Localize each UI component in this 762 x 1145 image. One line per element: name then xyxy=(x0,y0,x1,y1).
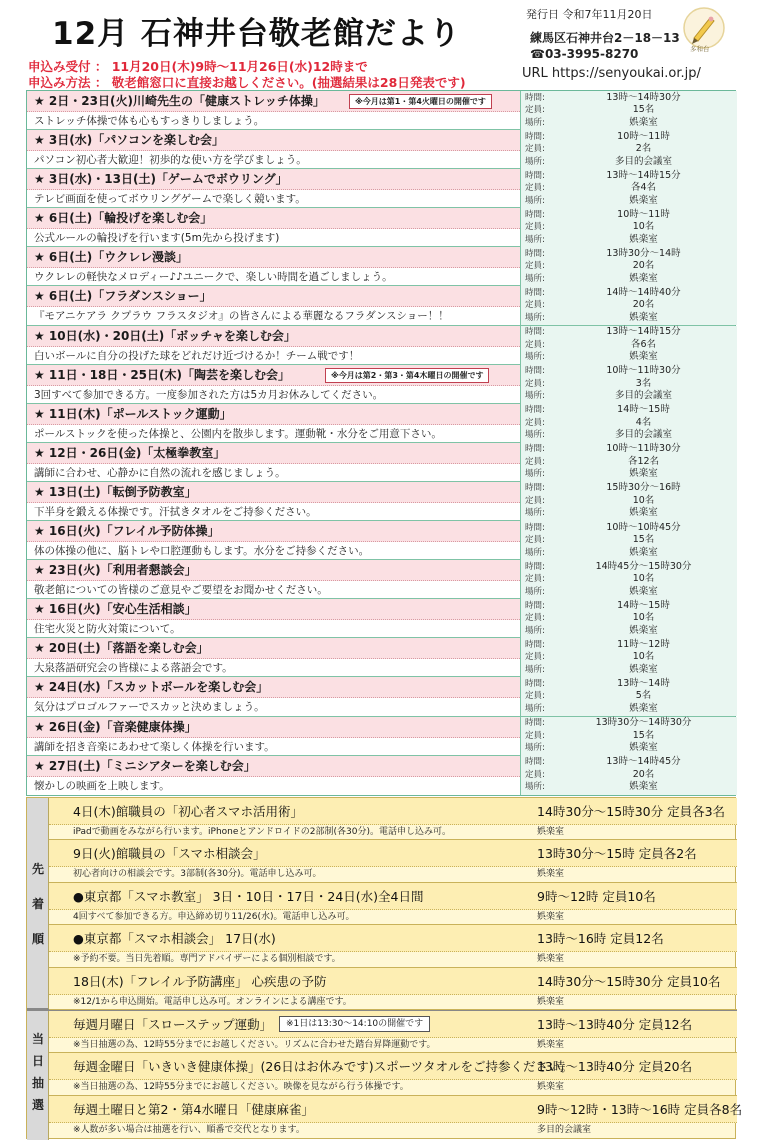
time-label: 時間: xyxy=(525,366,545,377)
event-place: 娯楽室 xyxy=(629,468,658,480)
place-label: 場所: xyxy=(525,430,545,441)
reservation-description: ※人数が多い場合は抽選を行い、順番で交代となります。 xyxy=(73,1124,305,1135)
reservation-place: 娯楽室 xyxy=(537,1082,565,1093)
place-label: 場所: xyxy=(525,117,545,128)
place-label: 場所: xyxy=(525,586,545,597)
event-time: 11時～12時 xyxy=(617,638,670,650)
website-url: URL https://senyoukai.or.jp/ xyxy=(522,66,701,81)
reservation-place: 多目的会議室 xyxy=(537,1124,592,1135)
event-place: 娯楽室 xyxy=(629,546,658,558)
event-description: 公式ルールの輪投げを行います(5m先から投げます) xyxy=(34,232,280,245)
event-capacity: 20名 xyxy=(632,260,655,272)
reservation-item xyxy=(49,883,737,925)
event-title: ★ 11日・18日・25日(木)「陶芸を楽しむ会」 xyxy=(27,365,520,386)
event-row xyxy=(27,130,735,169)
event-details xyxy=(520,130,737,169)
event-title: ★ 12日・26日(金)「太極拳教室」 xyxy=(27,443,520,464)
event-place: 娯楽室 xyxy=(629,351,658,363)
event-note: ※今月は第1・第4火曜日の開催です xyxy=(349,94,492,109)
event-details xyxy=(520,365,737,404)
event-details xyxy=(520,404,737,443)
reservation-place: 娯楽室 xyxy=(537,911,565,922)
issue-date: 令和7年11月20日 xyxy=(562,8,653,21)
event-title: ★ 2日・23日(火)川崎先生の「健康ストレッチ体操」 xyxy=(27,91,520,112)
event-place: 娯楽室 xyxy=(629,742,658,753)
event-description: 3回すべて参加できる方。一度参加された方は5カ月お休みしてください。 xyxy=(34,388,384,401)
event-description: 住宅火災と防火対策について。 xyxy=(34,623,181,636)
place-label: 場所: xyxy=(525,312,545,323)
event-details xyxy=(520,638,737,677)
event-row xyxy=(27,560,735,599)
time-label: 時間: xyxy=(525,757,545,768)
event-time: 14時45分～15時30分 xyxy=(595,560,692,572)
issue-date-line xyxy=(526,6,653,22)
event-place: 娯楽室 xyxy=(629,194,658,206)
reservation-title: 毎週金曜日「いきいき健康体操」(26日はお休みです)スポーツタオルをご持参ください。 xyxy=(73,1059,574,1075)
event-time: 13時～14時45分 xyxy=(606,756,681,768)
place-label: 場所: xyxy=(525,352,545,363)
reservation-item xyxy=(49,798,737,840)
event-capacity: 10名 xyxy=(632,221,655,233)
event-title: ★ 3日(水)「パソコンを楽しむ会」 xyxy=(27,130,520,151)
first-come-label-column xyxy=(27,798,49,1010)
event-description: ストレッチ体操で体も心もすっきりしましょう。 xyxy=(34,115,265,127)
reservation-item xyxy=(49,968,737,1010)
reservation-item xyxy=(49,1011,737,1053)
time-label: 時間: xyxy=(525,600,545,611)
event-row xyxy=(27,599,735,638)
event-time: 14時～14時40分 xyxy=(606,286,681,298)
event-place: 多目的会議室 xyxy=(614,429,672,441)
event-capacity: 20名 xyxy=(632,768,655,780)
event-title: ★ 26日(金)「音楽健康体操」 xyxy=(27,717,520,738)
time-label: 時間: xyxy=(525,170,545,181)
event-title: ★ 20日(土)「落語を楽しむ会」 xyxy=(27,638,520,659)
reservation-title: 4日(木)館職員の「初心者スマホ活用術」 xyxy=(73,804,303,819)
reservation-place: 娯楽室 xyxy=(537,954,565,965)
event-time: 10時～10時45分 xyxy=(606,521,681,533)
event-place: 娯楽室 xyxy=(629,624,658,636)
event-capacity: 10名 xyxy=(632,612,655,624)
time-label: 時間: xyxy=(525,718,545,728)
event-row xyxy=(27,404,735,443)
event-place: 娯楽室 xyxy=(629,781,658,793)
event-capacity: 3名 xyxy=(635,377,652,389)
time-label: 時間: xyxy=(525,561,545,572)
reservation-title: ●東京都「スマホ教室」 3日・10日・17日・24日(水)全4日間 xyxy=(73,888,424,904)
capacity-label: 定員: xyxy=(525,574,545,585)
time-label: 時間: xyxy=(525,483,545,494)
event-row xyxy=(27,482,735,521)
reservation-place: 娯楽室 xyxy=(537,996,565,1007)
event-details xyxy=(520,169,737,208)
event-description: 気分はプロゴルファーでスカッと決めましょう。 xyxy=(34,701,265,714)
reservation-description: iPadで動画をみながら行います。iPhoneとアンドロイドの2部制(各30分)。電話申し込み可。 xyxy=(73,827,451,837)
event-title: ★ 16日(火)「フレイル予防体操」 xyxy=(27,521,520,542)
event-details xyxy=(520,560,737,599)
place-label: 場所: xyxy=(525,743,545,753)
event-row xyxy=(27,91,735,130)
event-description: 『モアニケアラ クプラウ フラスタジオ』の皆さんによる華麗なるフラダンスショー！！ xyxy=(34,310,449,323)
reservation-time: 14時30分～15時30分 定員各3名 xyxy=(537,804,726,819)
capacity-label: 定員: xyxy=(525,730,545,741)
event-description: 講師に合わせ、心静かに自然の流れを感じましょう。 xyxy=(34,466,286,479)
capacity-label: 定員: xyxy=(525,417,545,428)
event-row xyxy=(27,247,735,286)
reservation-main-line xyxy=(49,925,737,952)
phone-number: ☎03-3995-8270 xyxy=(530,47,639,61)
place-label: 場所: xyxy=(525,469,545,480)
reservation-main-line xyxy=(49,1053,737,1080)
reservation-main-line xyxy=(49,840,737,867)
event-time: 13時～14時 xyxy=(617,677,670,689)
capacity-label: 定員: xyxy=(525,183,545,194)
event-title: ★ 6日(土)「フラダンスショー」 xyxy=(27,286,520,307)
event-title: ★ 16日(火)「安心生活相談」 xyxy=(27,599,520,620)
event-place: 娯楽室 xyxy=(629,702,658,714)
first-come-label-char: 着 xyxy=(31,897,44,911)
event-row xyxy=(27,365,735,404)
reservation-description: ※当日抽選の為、12時55分までにお越しください。映像を見ながら行う体操です。 xyxy=(73,1082,409,1093)
capacity-label: 定員: xyxy=(525,144,545,155)
reservation-item xyxy=(49,1053,737,1095)
reservation-item xyxy=(49,840,737,882)
capacity-label: 定員: xyxy=(525,495,545,506)
event-details xyxy=(520,482,737,521)
event-time: 10時～11時30分 xyxy=(606,443,681,455)
place-label: 場所: xyxy=(525,195,545,206)
event-row xyxy=(27,208,735,247)
event-time: 13時30分～14時 xyxy=(606,247,681,259)
place-label: 場所: xyxy=(525,625,545,636)
time-label: 時間: xyxy=(525,92,545,103)
reservation-description: ※予約不要。当日先着順。専門アドバイザーによる個別相談です。 xyxy=(73,954,341,965)
event-place: 娯楽室 xyxy=(629,311,658,323)
reservation-time: 14時30分～15時30分 定員10名 xyxy=(537,973,721,989)
event-title: ★ 3日(水)・13日(土)「ゲームでボウリング」 xyxy=(27,169,520,190)
time-label: 時間: xyxy=(525,405,545,416)
event-details xyxy=(520,208,737,247)
issue-date-label: 発行日 xyxy=(526,8,559,21)
time-label: 時間: xyxy=(525,131,545,142)
capacity-label: 定員: xyxy=(525,339,545,350)
event-details xyxy=(520,286,737,325)
place-label: 場所: xyxy=(525,391,545,402)
reservation-description: ※当日抽選の為、12時55分までにお越しください。リズムに合わせた踏台昇降運動です。 xyxy=(73,1040,436,1050)
event-title: ★ 10日(水)・20日(土)「ボッチャを楽しむ会」 xyxy=(27,326,520,347)
event-capacity: 4名 xyxy=(635,416,652,428)
reservation-description: ※12/1から申込開始。電話申し込み可。オンラインによる講座です。 xyxy=(73,996,352,1007)
event-title: ★ 6日(土)「輪投げを楽しむ会」 xyxy=(27,208,520,229)
capacity-label: 定員: xyxy=(525,378,545,389)
place-label: 場所: xyxy=(525,547,545,558)
event-place: 娯楽室 xyxy=(629,272,658,284)
event-title: ★ 11日(木)「ポールストック運動」 xyxy=(27,404,520,425)
event-description: ウクレレの軽快なメロディー♪♪ユニークで、楽しい時間を過ごしましょう。 xyxy=(34,271,393,284)
newsletter-title: 12月 石神井台敬老館だより xyxy=(52,16,461,52)
event-capacity: 10名 xyxy=(632,651,655,663)
event-description: 下半身を鍛える体操です。汗拭きタオルをご持参ください。 xyxy=(34,505,317,518)
place-label: 場所: xyxy=(525,156,545,167)
application-period: 申込み受付 ： 11月20日(木)9時～11月26日(水)12時まで xyxy=(28,59,368,74)
reservation-place: 娯楽室 xyxy=(537,869,565,880)
place-label: 場所: xyxy=(525,782,545,793)
event-row xyxy=(27,169,735,208)
reservation-description: 初心者向けの相談会です。3部制(各30分)。電話申し込み可。 xyxy=(73,869,322,880)
event-capacity: 15名 xyxy=(632,534,655,546)
event-title: ★ 27日(土)「ミニシアターを楽しむ会」 xyxy=(27,756,520,777)
event-capacity: 各6名 xyxy=(630,338,657,350)
capacity-label: 定員: xyxy=(525,691,545,702)
event-time: 13時30分～14時30分 xyxy=(595,717,692,728)
event-place: 娯楽室 xyxy=(629,233,658,245)
same-day-label-column xyxy=(27,1010,49,1140)
time-label: 時間: xyxy=(525,248,545,259)
event-row xyxy=(27,286,735,325)
event-place: 娯楽室 xyxy=(629,116,658,128)
reservation-title: 毎週月曜日「スローステップ運動」 xyxy=(73,1017,273,1032)
event-row xyxy=(27,521,735,560)
capacity-label: 定員: xyxy=(525,456,545,467)
time-label: 時間: xyxy=(525,287,545,298)
time-label: 時間: xyxy=(525,522,545,533)
reservation-section xyxy=(26,797,743,1139)
time-label: 時間: xyxy=(525,327,545,338)
reservation-time: 13時～13時40分 定員20名 xyxy=(537,1059,693,1075)
reservation-title: 18日(木)「フレイル予防講座」 心疾患の予防 xyxy=(73,973,327,989)
event-capacity: 各12名 xyxy=(627,455,660,467)
same-day-label-char: 選 xyxy=(31,1098,44,1112)
event-place: 多目的会議室 xyxy=(614,155,672,167)
event-title: ★ 24日(水)「スカットボールを楽しむ会」 xyxy=(27,677,520,698)
place-label: 場所: xyxy=(525,508,545,519)
event-capacity: 2名 xyxy=(635,143,652,155)
capacity-label: 定員: xyxy=(525,535,545,546)
time-label: 時間: xyxy=(525,209,545,220)
event-time: 10時～11時 xyxy=(617,208,670,220)
event-place: 娯楽室 xyxy=(629,663,658,675)
event-details xyxy=(520,247,737,286)
reservation-time: 9時～12時・13時～16時 定員各8名 xyxy=(537,1101,743,1117)
event-details xyxy=(520,756,737,795)
place-label: 場所: xyxy=(525,703,545,714)
reservation-description: 4回すべて参加できる方。申込締め切り11/26(水)。電話申し込み可。 xyxy=(73,911,355,922)
capacity-label: 定員: xyxy=(525,261,545,272)
time-label: 時間: xyxy=(525,678,545,689)
event-row xyxy=(27,717,735,756)
event-title: ★ 23日(火)「利用者懇談会」 xyxy=(27,560,520,581)
event-capacity: 15名 xyxy=(632,729,655,741)
first-come-label-char: 先 xyxy=(31,862,44,876)
place-label: 場所: xyxy=(525,234,545,245)
reservation-item xyxy=(49,1096,743,1138)
newsletter-header xyxy=(0,0,762,90)
events-table xyxy=(26,90,736,796)
same-day-label-char: 抽 xyxy=(31,1076,44,1090)
reservation-main-line xyxy=(49,968,737,995)
event-description: パソコン初心者大歓迎！初歩的な使い方を学びましょう。 xyxy=(34,154,307,167)
reservation-title: ●東京都「スマホ相談会」 17日(水) xyxy=(73,931,276,947)
reservation-place: 娯楽室 xyxy=(537,1040,565,1050)
capacity-label: 定員: xyxy=(525,222,545,233)
reservation-time: 13時30分～15時 定員各2名 xyxy=(537,846,697,862)
event-details xyxy=(520,521,737,560)
capacity-label: 定員: xyxy=(525,105,545,115)
event-description: 大泉落語研究会の皆様による落語会です。 xyxy=(34,662,233,675)
capacity-label: 定員: xyxy=(525,769,545,780)
event-description: 体の体操の他に、脳トレや口腔運動もします。水分をご持参ください。 xyxy=(34,545,370,558)
reservation-time: 13時～16時 定員12名 xyxy=(537,931,664,947)
event-description: テレビ画面を使ってボウリングゲームで楽しく競います。 xyxy=(34,193,306,206)
capacity-label: 定員: xyxy=(525,613,545,624)
event-time: 13時～14時30分 xyxy=(606,91,681,103)
event-row xyxy=(27,677,735,716)
event-row xyxy=(27,443,735,482)
event-capacity: 20名 xyxy=(632,299,655,311)
event-details xyxy=(520,599,737,638)
capacity-label: 定員: xyxy=(525,652,545,663)
event-capacity: 5名 xyxy=(635,690,652,702)
event-time: 14時～15時 xyxy=(617,404,670,416)
event-row xyxy=(27,756,735,795)
reservation-time: 9時～12時 定員10名 xyxy=(537,888,656,904)
event-capacity: 各4名 xyxy=(630,182,657,194)
event-capacity: 15名 xyxy=(632,104,655,115)
event-place: 娯楽室 xyxy=(629,585,658,597)
event-description: 白いボールに自分の投げた球をどれだけ近づけるか！チーム戦です！ xyxy=(34,349,360,362)
application-method: 申込み方法 ： 敬老館窓口に直接お越しください。(抽選結果は28日発表です) xyxy=(28,75,466,90)
place-label: 場所: xyxy=(525,664,545,675)
event-details xyxy=(520,326,737,365)
time-label: 時間: xyxy=(525,639,545,650)
mascot-caption: 多和台 xyxy=(690,45,710,53)
first-come-label-char: 順 xyxy=(31,932,44,946)
event-time: 13時～14時15分 xyxy=(606,169,681,181)
event-time: 10時～11時30分 xyxy=(606,365,681,377)
event-title: ★ 13日(土)「転倒予防教室」 xyxy=(27,482,520,503)
reservation-main-line xyxy=(49,798,737,825)
event-row xyxy=(27,638,735,677)
reservation-item xyxy=(49,925,737,967)
event-details xyxy=(520,91,737,130)
reservation-note: ※1日は13:30～14:10の開催です xyxy=(279,1016,430,1032)
reservation-main-line xyxy=(49,1096,743,1123)
capacity-label: 定員: xyxy=(525,300,545,311)
event-description: 講師を招き音楽にあわせて楽しく体操を行います。 xyxy=(34,740,275,753)
event-place: 多目的会議室 xyxy=(614,390,672,402)
event-time: 15時30分～16時 xyxy=(606,482,681,494)
event-details xyxy=(520,443,737,482)
same-day-label-char: 日 xyxy=(31,1054,44,1068)
event-details xyxy=(520,717,737,756)
event-time: 13時～14時15分 xyxy=(606,326,681,338)
time-label: 時間: xyxy=(525,444,545,455)
place-label: 場所: xyxy=(525,273,545,284)
event-title: ★ 6日(土)「ウクレレ漫談」 xyxy=(27,247,520,268)
event-capacity: 10名 xyxy=(632,573,655,585)
event-row xyxy=(27,326,735,365)
event-description: 敬老館についての皆様のご意見やご要望をお聞かせください。 xyxy=(34,584,328,597)
event-description: ポールストックを使った体操と、公園内を散歩します。運動靴・水分をご用意下さい。 xyxy=(34,427,442,440)
reservation-title: 毎週土曜日と第2・第4水曜日「健康麻雀」 xyxy=(73,1101,314,1117)
event-note: ※今月は第2・第3・第4木曜日の開催です xyxy=(325,368,489,383)
reservation-main-line xyxy=(49,883,737,910)
address: 練馬区石神井台2－18－13 xyxy=(530,31,680,45)
event-time: 14時～15時 xyxy=(617,599,670,611)
event-details xyxy=(520,677,737,716)
reservation-time: 13時～13時40分 定員12名 xyxy=(537,1017,693,1032)
reservation-main-line xyxy=(49,1011,737,1038)
event-description: 懐かしの映画を上映します。 xyxy=(34,779,170,792)
reservation-title: 9日(火)館職員の「スマホ相談会」 xyxy=(73,846,266,862)
event-time: 10時～11時 xyxy=(617,130,670,142)
same-day-label-char: 当 xyxy=(31,1032,44,1046)
event-capacity: 10名 xyxy=(632,494,655,506)
reservation-place: 娯楽室 xyxy=(537,827,565,837)
event-place: 娯楽室 xyxy=(629,507,658,519)
